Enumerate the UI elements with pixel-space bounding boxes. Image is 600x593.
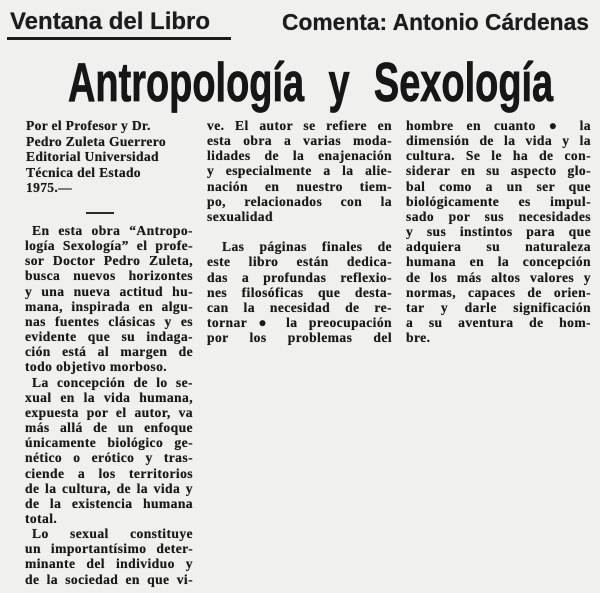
text-line: xual en la vida humana,: [25, 389, 193, 405]
text-line: por los problemas del: [207, 330, 392, 346]
text-line: expuesta por el autor, va: [25, 404, 193, 420]
paragraph: [207, 239, 392, 345]
text-line: busca nuevos horizontes: [25, 268, 193, 284]
text-line: humana en la concepción: [406, 254, 591, 270]
book-info-line: Editorial Universidad: [26, 149, 159, 164]
text-line: sor Doctor Pedro Zuleta,: [25, 253, 193, 269]
text-line: dimensión de la vida y la: [406, 133, 591, 149]
paragraph: [25, 526, 193, 587]
text-line: sexualidad: [207, 208, 273, 224]
text-line: Lo sexual constituye: [32, 526, 193, 542]
text-line: más allá de un enfoque: [25, 420, 193, 436]
paragraph: [25, 223, 193, 375]
column-3: [406, 118, 591, 345]
text-line: de la sociedad en que vi-: [25, 571, 193, 587]
text-line: de la cultura, de la vida y: [25, 480, 193, 496]
text-line: Las páginas finales de: [222, 239, 392, 255]
paragraph: [25, 375, 193, 527]
section-title-underline: [7, 37, 231, 40]
text-line: bre.: [406, 330, 431, 346]
text-line: tar y darle significación: [406, 299, 591, 315]
text-line: nas fuentes clásicas y es: [25, 313, 193, 329]
text-line: y una nueva actitud hu-: [25, 283, 193, 299]
text-line: esta obra a varias moda-: [207, 133, 392, 149]
text-line: sado por sus necesidades: [406, 208, 591, 224]
text-line: nación en nuestro tiem-: [207, 178, 392, 194]
text-line: de la existencia humana: [25, 495, 193, 511]
paragraph: [207, 118, 392, 224]
text-line: ve. El autor se refiere en: [207, 118, 392, 133]
book-info-line: Pedro Zuleta Guerrero: [26, 133, 166, 149]
text-line: evidente que su indaga-: [25, 329, 193, 345]
text-line: tornar ● la preocupación: [207, 315, 392, 331]
text-line: este libro están dedica-: [207, 254, 392, 270]
book-info-line: Por el Profesor y Dr.: [26, 118, 151, 133]
text-line: a su aventura de hom-: [406, 315, 591, 331]
text-line: bal como a un ser que: [406, 178, 591, 194]
text-line: biológicamente es impul-: [406, 193, 591, 209]
text-line: logía Sexología” el profe-: [25, 238, 193, 254]
text-line: mana, inspirada en algu-: [25, 298, 193, 314]
column-2: [207, 118, 392, 345]
byline: Comenta: Antonio Cárdenas: [282, 9, 589, 35]
text-line: cultura. Se le ha de con-: [406, 148, 591, 164]
book-info-line: 1975.—: [26, 180, 72, 195]
text-line: das a profundas reflexio-: [207, 269, 392, 285]
text-line: un importantísimo deter-: [25, 541, 193, 557]
text-line: únicamente biológico ge-: [25, 435, 193, 451]
text-line: y sus instintos para que: [406, 224, 591, 240]
text-line: total.: [25, 510, 58, 526]
divider-rule: [86, 212, 114, 214]
text-line: minante del individuo y: [25, 556, 193, 572]
text-line: nes filosóficas que desta-: [207, 284, 392, 300]
text-line: siderar en su aspecto glo-: [406, 163, 591, 179]
text-line: normas, capaces de orien-: [406, 284, 591, 300]
text-line: de los más altos valores y: [406, 269, 591, 285]
section-title: Ventana del Libro: [10, 8, 211, 35]
text-line: y especialmente a la alie-: [207, 163, 392, 179]
text-line: po, relacionados con la: [207, 193, 392, 209]
text-line: La concepción de lo se-: [32, 374, 193, 390]
text-line: todo objetivo morboso.: [25, 359, 168, 375]
article-title: Antropología y Sexología: [68, 51, 554, 113]
text-line: lidades de la enajenación: [207, 148, 392, 164]
book-info: [26, 118, 194, 196]
text-line: can la necesidad de re-: [207, 299, 392, 315]
text-line: ción está al margen de: [25, 344, 193, 360]
column-1: [25, 223, 193, 587]
text-line: adquiera su naturaleza: [406, 239, 591, 255]
paragraph: [406, 118, 591, 345]
text-line: ciende a los territorios: [25, 465, 193, 481]
book-info-line: Técnica del Estado: [26, 164, 141, 180]
text-line: nético o erótico y tras-: [25, 450, 193, 466]
text-line: En esta obra “Antropo-: [32, 223, 193, 238]
text-line: hombre en cuanto ● la: [406, 118, 591, 133]
